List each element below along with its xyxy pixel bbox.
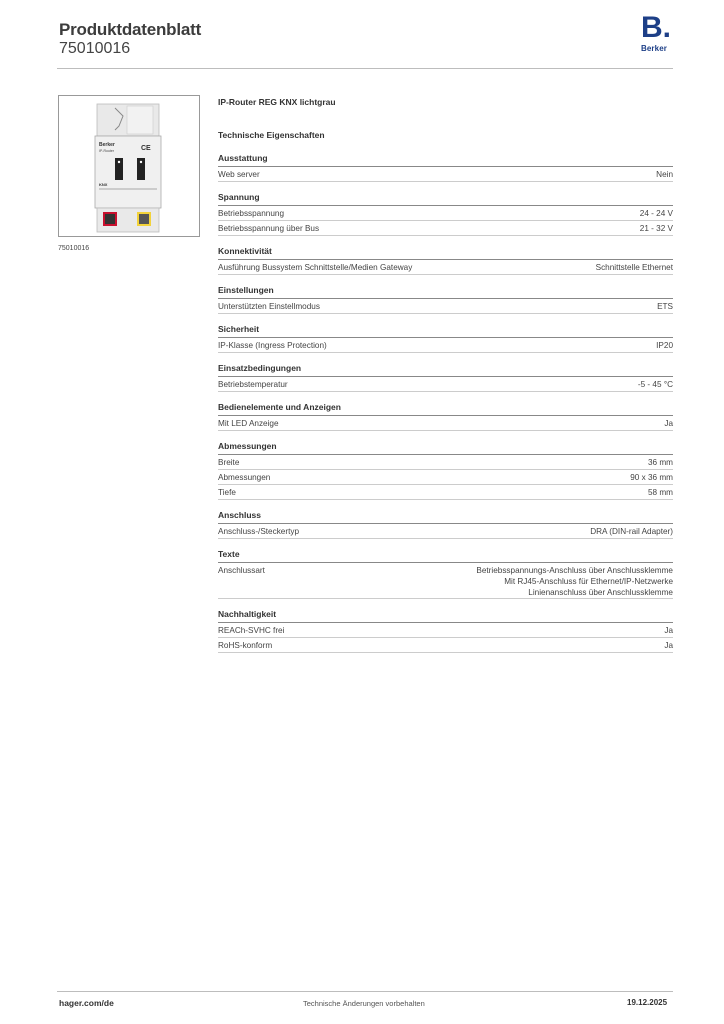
- section-heading: Einstellungen: [218, 285, 673, 299]
- spec-row: [218, 338, 673, 353]
- spec-row: [218, 377, 673, 392]
- spec-label: Breite: [218, 458, 240, 467]
- footer-date: 19.12.2025: [627, 998, 668, 1007]
- spec-row: [218, 485, 673, 500]
- spec-value: ETS: [657, 302, 673, 311]
- footer-notice: Technische Änderungen vorbehalten: [303, 999, 425, 1008]
- spec-section: [218, 192, 673, 236]
- section-heading: Sicherheit: [218, 324, 673, 338]
- spec-section: [218, 363, 673, 392]
- technical-properties-heading: Technische Eigenschaften: [218, 130, 325, 140]
- ip-router-device-drawing: [59, 96, 199, 236]
- spec-section: [218, 402, 673, 431]
- section-heading: Einsatzbedingungen: [218, 363, 673, 377]
- spec-row: [218, 638, 673, 653]
- section-heading: Texte: [218, 549, 673, 563]
- logo-text: Berker: [641, 44, 667, 53]
- spec-value: Ja: [664, 626, 673, 635]
- spec-value: Ja: [664, 641, 673, 650]
- document-title: Produktdatenblatt: [59, 20, 202, 39]
- berker-logo: [640, 11, 674, 57]
- product-name: IP-Router REG KNX lichtgrau: [218, 97, 336, 107]
- image-caption: 75010016: [58, 245, 90, 252]
- spec-value: Ja: [664, 419, 673, 428]
- spec-row: [218, 563, 673, 599]
- article-number: 75010016: [59, 40, 131, 57]
- spec-label: Unterstützten Einstellmodus: [218, 302, 320, 311]
- spec-section: [218, 441, 673, 500]
- spec-value: Nein: [656, 170, 673, 179]
- spec-row: [218, 470, 673, 485]
- spec-value: Schnittstelle Ethernet: [595, 263, 673, 272]
- spec-row: [218, 221, 673, 236]
- spec-label: Mit LED Anzeige: [218, 419, 279, 428]
- spec-row: [218, 167, 673, 182]
- spec-label: Tiefe: [218, 488, 236, 497]
- spec-label: Ausführung Bussystem Schnittstelle/Medien Gateway: [218, 263, 413, 272]
- spec-section: [218, 324, 673, 353]
- section-heading: Abmessungen: [218, 441, 673, 455]
- footer-website-link[interactable]: hager.com/de: [59, 998, 114, 1008]
- logo-letter: B.: [641, 11, 671, 44]
- spec-row: [218, 623, 673, 638]
- spec-section: [218, 246, 673, 275]
- section-heading: Spannung: [218, 192, 673, 206]
- section-heading: Bedienelemente und Anzeigen: [218, 402, 673, 416]
- device-knx: KNX: [99, 182, 108, 187]
- spec-section: [218, 549, 673, 599]
- spec-value: 90 x 36 mm: [630, 473, 673, 482]
- spec-value: 24 - 24 V: [639, 209, 673, 218]
- spec-row: [218, 455, 673, 470]
- spec-section: [218, 609, 673, 653]
- spec-label: Betriebsspannung über Bus: [218, 224, 320, 233]
- spec-label: IP-Klasse (Ingress Protection): [218, 341, 327, 350]
- spec-row: [218, 260, 673, 275]
- spec-value: DRA (DIN-rail Adapter): [590, 527, 673, 536]
- section-heading: Ausstattung: [218, 153, 673, 167]
- section-heading: Nachhaltigkeit: [218, 609, 673, 623]
- spec-label: Anschluss-/Steckertyp: [218, 527, 299, 536]
- spec-value: IP20: [656, 341, 673, 350]
- spec-sections: [218, 153, 673, 653]
- section-heading: Konnektivität: [218, 246, 673, 260]
- spec-label: Anschlussart: [218, 566, 265, 575]
- spec-value: -5 - 45 °C: [637, 380, 673, 389]
- device-brand: Berker: [99, 142, 115, 148]
- footer-divider: [57, 991, 673, 992]
- header-divider: [57, 68, 673, 69]
- spec-value: Betriebsspannungs-Anschluss über Anschlussklemme Mit RJ45-Anschluss für Ethernet/IP-Netzwerke Linienanschluss über Anschlussklemme: [476, 566, 673, 597]
- spec-label: Betriebsspannung: [218, 209, 285, 218]
- spec-row: [218, 206, 673, 221]
- spec-value: 36 mm: [647, 458, 673, 467]
- spec-label: Web server: [218, 170, 260, 179]
- spec-label: REACh-SVHC frei: [218, 626, 285, 635]
- svg-text:CE: CE: [141, 145, 151, 152]
- spec-content: [218, 97, 673, 663]
- section-heading: Anschluss: [218, 510, 673, 524]
- spec-label: RoHS-konform: [218, 641, 273, 650]
- spec-label: Abmessungen: [218, 473, 271, 482]
- spec-section: [218, 285, 673, 314]
- spec-label: Betriebstemperatur: [218, 380, 288, 389]
- spec-row: [218, 299, 673, 314]
- device-model: IP-Router: [99, 149, 114, 153]
- spec-value: 58 mm: [647, 488, 673, 497]
- spec-section: [218, 510, 673, 539]
- spec-section: [218, 153, 673, 182]
- spec-row: [218, 416, 673, 431]
- spec-value: 21 - 32 V: [639, 224, 673, 233]
- spec-row: [218, 524, 673, 539]
- product-image: [58, 95, 200, 237]
